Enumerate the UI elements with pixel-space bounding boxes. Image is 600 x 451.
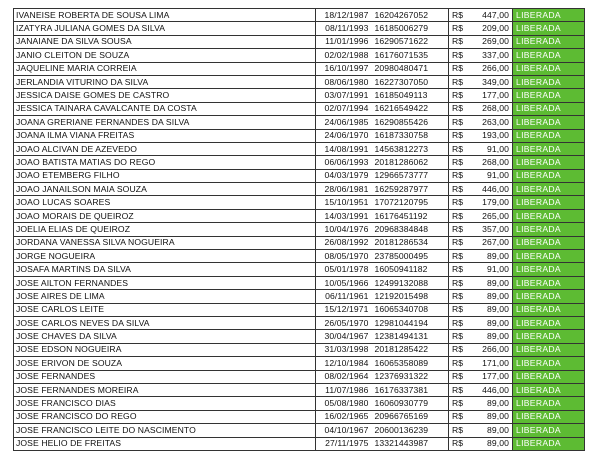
status-badge: LIBERADA [513,437,585,450]
currency-symbol: R$ [449,410,465,423]
table-row [14,383,585,396]
birth-date: 08/11/1993 [316,22,371,35]
amount-value: 447,00 [465,9,513,22]
table-row [14,397,585,410]
registration-code: 20966765169 [371,410,449,423]
currency-symbol: R$ [449,156,465,169]
table-row [14,102,585,115]
person-name: JESSICA TAINARA CAVALCANTE DA COSTA [14,102,316,115]
registration-code: 16185049113 [371,89,449,102]
registration-code: 16060930779 [371,397,449,410]
currency-symbol: R$ [449,89,465,102]
amount-value: 266,00 [465,343,513,356]
registration-code: 23785000495 [371,250,449,263]
table-row [14,424,585,437]
person-name: JOANA GRERIANE FERNANDES DA SILVA [14,116,316,129]
birth-date: 12/10/1984 [316,357,371,370]
registration-code: 12981044194 [371,316,449,329]
status-badge: LIBERADA [513,330,585,343]
currency-symbol: R$ [449,330,465,343]
table-row [14,343,585,356]
currency-symbol: R$ [449,303,465,316]
currency-symbol: R$ [449,263,465,276]
registration-code: 20181286062 [371,156,449,169]
birth-date: 16/10/1997 [316,62,371,75]
person-name: JORDANA VANESSA SILVA NOGUEIRA [14,236,316,249]
registration-code: 12376931322 [371,370,449,383]
status-badge: LIBERADA [513,183,585,196]
table-row [14,223,585,236]
currency-symbol: R$ [449,142,465,155]
amount-value: 209,00 [465,22,513,35]
birth-date: 26/05/1970 [316,316,371,329]
amount-value: 193,00 [465,129,513,142]
birth-date: 24/06/1985 [316,116,371,129]
person-name: JOAO MORAIS DE QUEIROZ [14,209,316,222]
table-row [14,75,585,88]
amount-value: 89,00 [465,316,513,329]
birth-date: 14/03/1991 [316,209,371,222]
birth-date: 28/06/1981 [316,183,371,196]
status-badge: LIBERADA [513,196,585,209]
status-badge: LIBERADA [513,49,585,62]
birth-date: 06/11/1961 [316,290,371,303]
status-badge: LIBERADA [513,263,585,276]
registration-code: 20968384848 [371,223,449,236]
amount-value: 91,00 [465,263,513,276]
registration-code: 16050941182 [371,263,449,276]
registration-code: 16187330758 [371,129,449,142]
status-badge: LIBERADA [513,357,585,370]
birth-date: 15/12/1971 [316,303,371,316]
person-name: JERLANDIA VITURINO DA SILVA [14,75,316,88]
birth-date: 16/02/1965 [316,410,371,423]
person-name: JOSE HELIO DE FREITAS [14,437,316,450]
registration-code: 16259287977 [371,183,449,196]
table-row [14,9,585,22]
currency-symbol: R$ [449,370,465,383]
person-name: JOANA ILMA VIANA FREITAS [14,129,316,142]
amount-value: 89,00 [465,424,513,437]
person-name: JOAO LUCAS SOARES [14,196,316,209]
birth-date: 06/06/1993 [316,156,371,169]
amount-value: 91,00 [465,142,513,155]
registration-code: 20181285422 [371,343,449,356]
status-badge: LIBERADA [513,343,585,356]
currency-symbol: R$ [449,9,465,22]
person-name: JOSE AIRES DE LIMA [14,290,316,303]
amount-value: 177,00 [465,370,513,383]
birth-date: 18/12/1987 [316,9,371,22]
currency-symbol: R$ [449,316,465,329]
amount-value: 265,00 [465,209,513,222]
table-row [14,196,585,209]
amount-value: 269,00 [465,35,513,48]
birth-date: 14/08/1991 [316,142,371,155]
currency-symbol: R$ [449,209,465,222]
status-badge: LIBERADA [513,303,585,316]
amount-value: 91,00 [465,169,513,182]
currency-symbol: R$ [449,397,465,410]
person-name: JANAIANE DA SILVA SOUSA [14,35,316,48]
currency-symbol: R$ [449,250,465,263]
registration-code: 16227307050 [371,75,449,88]
status-badge: LIBERADA [513,129,585,142]
status-badge: LIBERADA [513,424,585,437]
currency-symbol: R$ [449,236,465,249]
table-row [14,116,585,129]
birth-date: 08/06/1980 [316,75,371,88]
birth-date: 26/08/1992 [316,236,371,249]
table-row [14,62,585,75]
registration-code: 16185006279 [371,22,449,35]
table-row [14,49,585,62]
person-name: JANIO CLEITON DE SOUZA [14,49,316,62]
status-badge: LIBERADA [513,236,585,249]
person-name: JORGE NOGUEIRA [14,250,316,263]
table-body [14,9,585,451]
table-row [14,410,585,423]
amount-value: 89,00 [465,290,513,303]
birth-date: 08/02/1964 [316,370,371,383]
amount-value: 268,00 [465,156,513,169]
person-name: JOAO ALCIVAN DE AZEVEDO [14,142,316,155]
registration-code: 12192015498 [371,290,449,303]
table-row [14,330,585,343]
person-name: JOSE CARLOS NEVES DA SILVA [14,316,316,329]
amount-value: 267,00 [465,236,513,249]
birth-date: 02/07/1994 [316,102,371,115]
amount-value: 177,00 [465,89,513,102]
birth-date: 04/03/1979 [316,169,371,182]
currency-symbol: R$ [449,49,465,62]
status-badge: LIBERADA [513,383,585,396]
registration-code: 16176337381 [371,383,449,396]
currency-symbol: R$ [449,75,465,88]
status-badge: LIBERADA [513,9,585,22]
person-name: JOSE FRANCISCO LEITE DO NASCIMENTO [14,424,316,437]
table-row [14,209,585,222]
person-name: JOSE CHAVES DA SILVA [14,330,316,343]
registration-code: 20980480471 [371,62,449,75]
amount-value: 89,00 [465,437,513,450]
currency-symbol: R$ [449,169,465,182]
table-row [14,303,585,316]
amount-value: 337,00 [465,49,513,62]
birth-date: 03/07/1991 [316,89,371,102]
registration-code: 13321443987 [371,437,449,450]
amount-value: 179,00 [465,196,513,209]
amount-value: 268,00 [465,102,513,115]
table-row [14,276,585,289]
person-name: IZATYRA JULIANA GOMES DA SILVA [14,22,316,35]
currency-symbol: R$ [449,424,465,437]
birth-date: 04/10/1967 [316,424,371,437]
table-row [14,129,585,142]
table-row [14,22,585,35]
birth-date: 15/10/1951 [316,196,371,209]
person-name: JOSE CARLOS LEITE [14,303,316,316]
currency-symbol: R$ [449,183,465,196]
birth-date: 31/03/1998 [316,343,371,356]
status-badge: LIBERADA [513,22,585,35]
registration-code: 16290571622 [371,35,449,48]
registration-code: 16065358089 [371,357,449,370]
amount-value: 446,00 [465,383,513,396]
amount-value: 89,00 [465,250,513,263]
person-name: JAQUELINE MARIA CORREIA [14,62,316,75]
person-name: JESSICA DAISE GOMES DE CASTRO [14,89,316,102]
status-badge: LIBERADA [513,316,585,329]
amount-value: 89,00 [465,276,513,289]
currency-symbol: R$ [449,62,465,75]
currency-symbol: R$ [449,343,465,356]
amount-value: 357,00 [465,223,513,236]
table-row [14,290,585,303]
person-name: JOSE EDSON NOGUEIRA [14,343,316,356]
registration-code: 12499132088 [371,276,449,289]
amount-value: 446,00 [465,183,513,196]
person-name: IVANEISE ROBERTA DE SOUSA LIMA [14,9,316,22]
person-name: JOELIA ELIAS DE QUEIROZ [14,223,316,236]
status-badge: LIBERADA [513,75,585,88]
birth-date: 10/04/1976 [316,223,371,236]
birth-date: 27/11/1975 [316,437,371,450]
status-badge: LIBERADA [513,142,585,155]
registration-code: 20181286534 [371,236,449,249]
status-badge: LIBERADA [513,209,585,222]
person-name: JOAO ETEMBERG FILHO [14,169,316,182]
table-row [14,142,585,155]
status-badge: LIBERADA [513,276,585,289]
status-badge: LIBERADA [513,156,585,169]
person-name: JOSE AILTON FERNANDES [14,276,316,289]
currency-symbol: R$ [449,116,465,129]
birth-date: 05/08/1980 [316,397,371,410]
table-row [14,357,585,370]
currency-symbol: R$ [449,357,465,370]
currency-symbol: R$ [449,102,465,115]
status-badge: LIBERADA [513,116,585,129]
beneficiary-table [13,8,585,451]
table-row [14,183,585,196]
status-badge: LIBERADA [513,62,585,75]
table-row [14,156,585,169]
currency-symbol: R$ [449,129,465,142]
currency-symbol: R$ [449,22,465,35]
currency-symbol: R$ [449,196,465,209]
currency-symbol: R$ [449,290,465,303]
registration-code: 16176071535 [371,49,449,62]
registration-code: 14563812273 [371,142,449,155]
amount-value: 349,00 [465,75,513,88]
amount-value: 171,00 [465,357,513,370]
amount-value: 89,00 [465,303,513,316]
table-row [14,370,585,383]
registration-code: 16204267052 [371,9,449,22]
birth-date: 24/06/1970 [316,129,371,142]
birth-date: 11/07/1986 [316,383,371,396]
birth-date: 05/01/1978 [316,263,371,276]
registration-code: 16290855426 [371,116,449,129]
amount-value: 89,00 [465,397,513,410]
birth-date: 08/05/1970 [316,250,371,263]
status-badge: LIBERADA [513,370,585,383]
registration-code: 16176451192 [371,209,449,222]
status-badge: LIBERADA [513,89,585,102]
status-badge: LIBERADA [513,290,585,303]
amount-value: 89,00 [465,410,513,423]
registration-code: 16065340708 [371,303,449,316]
status-badge: LIBERADA [513,397,585,410]
status-badge: LIBERADA [513,102,585,115]
table-row [14,250,585,263]
registration-code: 12381494131 [371,330,449,343]
status-badge: LIBERADA [513,169,585,182]
amount-value: 263,00 [465,116,513,129]
registration-code: 16216549422 [371,102,449,115]
status-badge: LIBERADA [513,223,585,236]
status-badge: LIBERADA [513,35,585,48]
amount-value: 89,00 [465,330,513,343]
person-name: JOSE FRANCISCO DO REGO [14,410,316,423]
birth-date: 30/04/1967 [316,330,371,343]
registration-code: 20600136239 [371,424,449,437]
currency-symbol: R$ [449,383,465,396]
currency-symbol: R$ [449,223,465,236]
birth-date: 02/02/1988 [316,49,371,62]
registration-code: 12966573777 [371,169,449,182]
person-name: JOAO JANAILSON MAIA SOUZA [14,183,316,196]
currency-symbol: R$ [449,35,465,48]
person-name: JOSAFA MARTINS DA SILVA [14,263,316,276]
person-name: JOSE ERIVON DE SOUZA [14,357,316,370]
amount-value: 266,00 [465,62,513,75]
person-name: JOSE FERNANDES MOREIRA [14,383,316,396]
currency-symbol: R$ [449,276,465,289]
birth-date: 11/01/1996 [316,35,371,48]
table-row [14,35,585,48]
table-row [14,437,585,450]
table-row [14,89,585,102]
table-row [14,169,585,182]
table-row [14,316,585,329]
registration-code: 17072120795 [371,196,449,209]
currency-symbol: R$ [449,437,465,450]
status-badge: LIBERADA [513,250,585,263]
status-badge: LIBERADA [513,410,585,423]
person-name: JOAO BATISTA MATIAS DO REGO [14,156,316,169]
person-name: JOSE FRANCISCO DIAS [14,397,316,410]
birth-date: 10/05/1966 [316,276,371,289]
table-row [14,236,585,249]
table-row [14,263,585,276]
person-name: JOSE FERNANDES [14,370,316,383]
